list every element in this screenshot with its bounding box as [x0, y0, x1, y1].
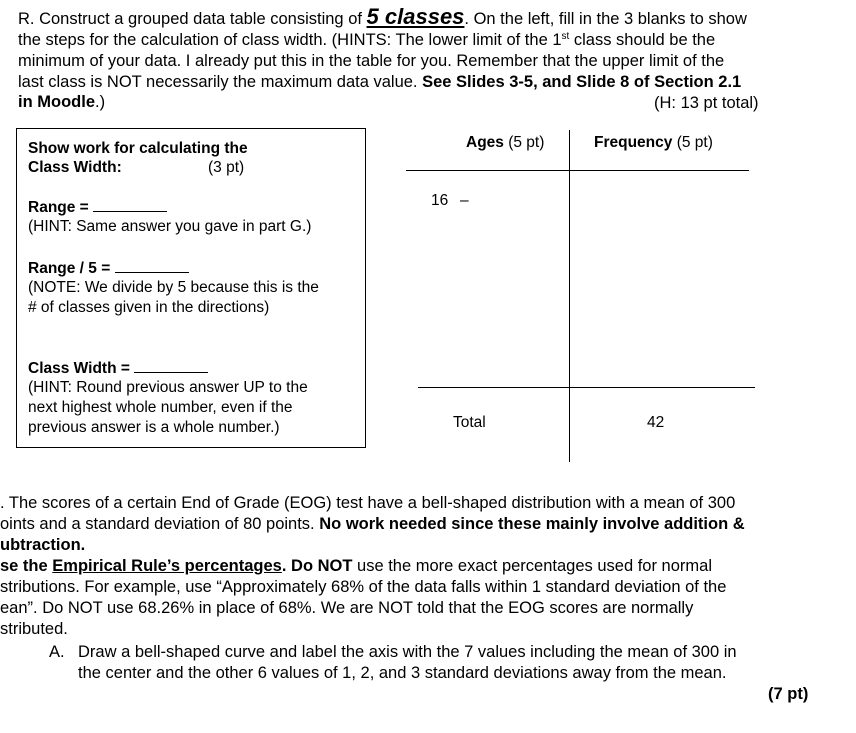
question-s-text: se the	[0, 557, 53, 575]
question-r-points: (H: 13 pt total)	[654, 94, 759, 112]
class-width-hint-1: (HINT: Round previous answer UP to the	[28, 379, 308, 396]
not-emphasis: NOT	[317, 557, 353, 575]
question-r-text: the steps for the calculation of class width. (HINTS: The lower limit of the 1	[18, 31, 562, 49]
question-r-line5	[18, 92, 105, 112]
range-hint: (HINT: Same answer you gave in part G.)	[28, 218, 312, 235]
question-s-line6: ean”. Do NOT use 68.26% in place of 68%. We are NOT told that the EOG scores are normally	[0, 599, 694, 617]
class-width-blank[interactable]	[134, 358, 208, 373]
part-a-line1: Draw a bell-shaped curve and label the axis with the 7 values including the mean of 300 in	[78, 643, 737, 661]
superscript: st	[561, 31, 570, 42]
question-r-text: .)	[95, 93, 106, 111]
moodle-reference: in Moodle	[18, 93, 95, 111]
no-work-needed: No work needed since these mainly involve addition &	[319, 515, 745, 533]
question-s-text: oints and a standard deviation of 80 points.	[0, 515, 320, 533]
part-a-line2: the center and the other 6 values of 1, 2, and 3 standard deviations away from the mean.	[78, 664, 727, 682]
question-s-text: . Do	[281, 557, 318, 575]
part-a-points	[768, 684, 808, 704]
slides-reference: See Slides 3-5, and Slide 8 of Section 2.1	[422, 73, 742, 91]
question-s-line5: stributions. For example, use “Approximately 68% of the data falls within 1 standard deviation of the	[0, 578, 727, 596]
question-s-line4	[0, 556, 712, 576]
range-over-5-blank[interactable]	[115, 258, 189, 273]
work-box-heading	[28, 139, 248, 159]
ages-header	[466, 133, 544, 153]
first-class-lower-limit: 16	[431, 192, 449, 209]
range-blank[interactable]	[93, 197, 167, 212]
range-over-5-row	[28, 258, 189, 279]
five-classes-emphasis: 5 classes	[366, 4, 465, 29]
range-over-5-label: Range / 5 =	[28, 260, 111, 277]
class-width-hint-2: next highest whole number, even if the	[28, 399, 293, 416]
work-box-heading-line1: Show work for calculating the	[28, 140, 248, 157]
question-s-line1: . The scores of a certain End of Grade (EOG) test have a bell-shaped distribution with a mean of 300	[0, 494, 736, 512]
class-width-hint-3: previous answer is a whole number.)	[28, 419, 280, 436]
total-label: Total	[453, 414, 486, 431]
question-s-line3	[0, 535, 85, 555]
frequency-header	[594, 133, 713, 153]
part-a-label: A.	[49, 643, 65, 661]
frequency-header-label: Frequency	[594, 134, 673, 151]
table-header-rule	[406, 170, 749, 171]
ages-header-label: Ages	[466, 134, 504, 151]
range-label: Range =	[28, 199, 89, 216]
question-r-line2	[18, 30, 715, 50]
question-r-text: last class is NOT necessarily the maximum data value.	[18, 73, 423, 91]
table-total-rule	[418, 387, 755, 388]
table-column-divider	[569, 130, 570, 462]
class-width-row	[28, 358, 208, 379]
total-value: 42	[647, 414, 665, 431]
question-r-text: R. Construct a grouped data table consisting of	[18, 10, 367, 28]
question-r-line3: minimum of your data. I already put this in the table for you. Remember that the upper limit of the	[18, 52, 725, 70]
range-over-5-note-1: (NOTE: We divide by 5 because this is the	[28, 279, 319, 296]
class-width-heading: Class Width:	[28, 159, 122, 176]
part-a-points-label: (7 pt)	[768, 685, 809, 703]
ages-points: (5 pt)	[503, 134, 545, 151]
work-box-heading-line2	[28, 158, 122, 178]
range-row	[28, 197, 167, 218]
question-r-line4	[18, 72, 741, 92]
class-dash: –	[460, 192, 469, 209]
question-r-text: . On the left, fill in the 3 blanks to show	[464, 10, 747, 28]
question-s-line2	[0, 514, 745, 534]
empirical-rule-emphasis: Empirical Rule’s percentages	[52, 557, 282, 575]
work-box-points: (3 pt)	[208, 159, 245, 176]
frequency-points: (5 pt)	[672, 134, 713, 151]
question-r-line1	[18, 4, 747, 29]
question-r-text: class should be the	[569, 31, 716, 49]
class-width-label: Class Width =	[28, 360, 130, 377]
subtraction-text: ubtraction.	[0, 536, 86, 554]
question-s-line7: stributed.	[0, 620, 68, 638]
range-over-5-note-2: # of classes given in the directions)	[28, 299, 270, 316]
question-s-text: use the more exact percentages used for normal	[352, 557, 712, 575]
